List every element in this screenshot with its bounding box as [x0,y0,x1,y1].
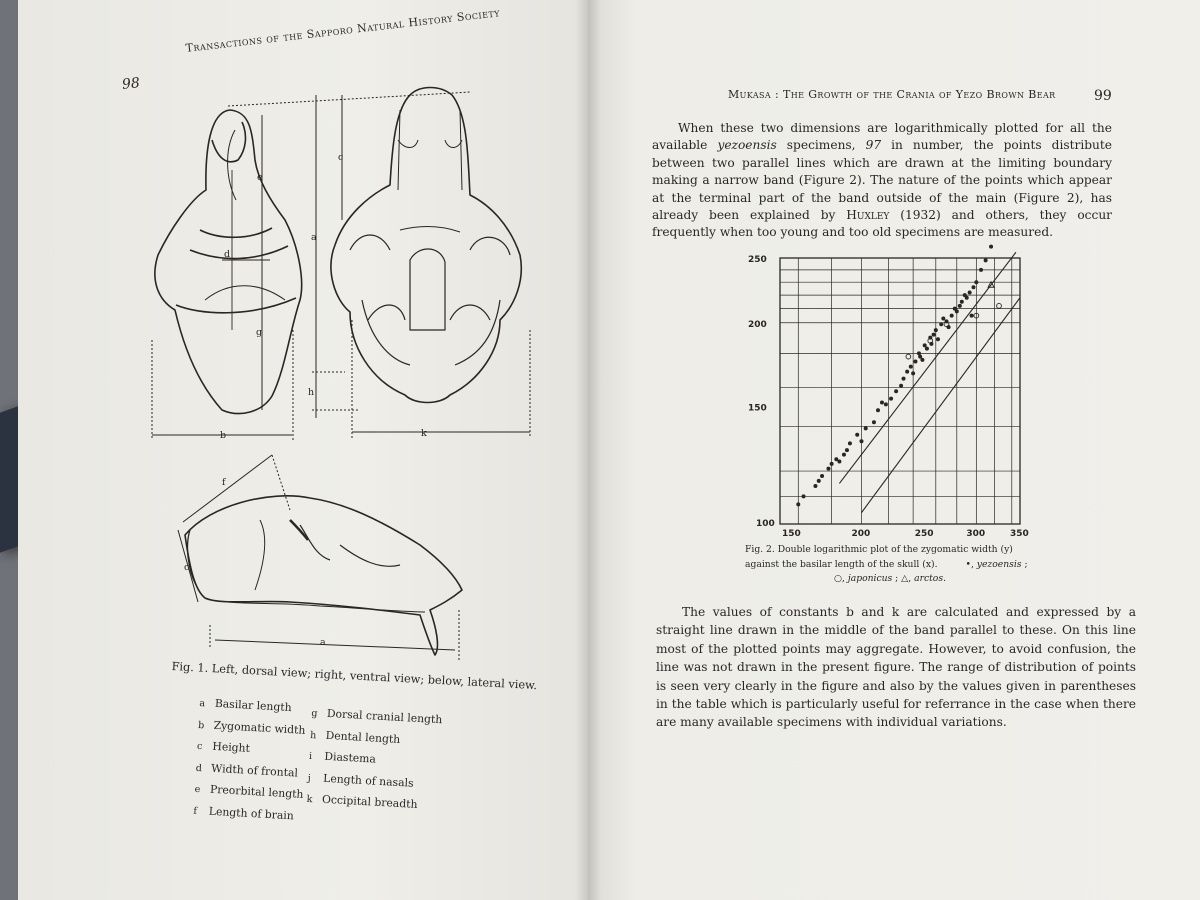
yezoensis-point [899,384,903,388]
dim-letter-k: k [421,428,427,439]
chart-points [796,245,1001,507]
legend-item: i Diastema [308,749,377,766]
yezoensis-point [984,258,988,262]
yezoensis-point [820,474,824,478]
yezoensis-point [932,333,936,337]
legend-item: k Occipital breadth [306,792,418,812]
yezoensis-point [796,502,800,506]
paragraph-2: The values of constants b and k are calculated and expressed by a straight line drawn in the middle of the band parallel to these. On this line most of the plotted points may aggregate. However, to avoid confusion, the line was not drawn in the present figure. The range of distribution of points is seen very clearly in the figure and also by the values given in parentheses in the table which is particularly useful for referrance in the case when there are many available specimens with individual variations. [656,605,1136,730]
yezoensis-point [936,337,940,341]
yezoensis-point [971,285,975,289]
legend-item: f Length of brain [193,804,295,822]
x-tick-label: 300 [966,529,986,539]
yezoensis-point [905,370,909,374]
yezoensis-point [974,280,978,284]
yezoensis-point [889,397,893,401]
yezoensis-point [918,355,922,359]
x-tick-label: 150 [782,529,801,539]
yezoensis-point [960,300,964,304]
running-head-left: Transactions of the Sapporo Natural History Society [185,6,501,55]
x-tick-label: 250 [914,529,934,539]
legend-item: j Length of nasals [307,771,414,790]
japonicus-point [906,354,911,359]
yezoensis-point [830,462,834,466]
yezoensis-point [970,314,974,318]
dim-letter-h: c [338,152,344,163]
y-tick-label: 250 [748,255,767,265]
yezoensis-point [880,400,884,404]
dim-letter-e: e [257,172,263,183]
yezoensis-point [950,314,954,318]
yezoensis-point [909,365,913,369]
yezoensis-point [911,371,915,375]
chart-bounding-lines [839,252,1020,512]
running-head-right: Mukasa : The Growth of the Crania of Yezo Brown Bear [728,88,1056,101]
yezoensis-point [876,408,880,412]
legend-item: g Dorsal cranial length [311,706,443,727]
dim-letter-c2: c [184,562,190,573]
dim-letter-c: h [308,387,315,398]
yezoensis-point [920,358,924,362]
yezoensis-point [941,316,945,320]
yezoensis-point [955,309,959,313]
yezoensis-point [848,441,852,445]
y-tick-label: 150 [748,403,767,414]
y-tick-label: 200 [748,319,767,330]
yezoensis-point [864,426,868,430]
yezoensis-point [813,484,817,488]
page-number-right: 99 [1094,88,1112,104]
legend-item: h Dental length [309,728,401,746]
figure1-caption: Fig. 1. Left, dorsal view; right, ventral view; below, lateral view. [171,660,538,693]
legend-item: e Preorbital length [194,782,304,801]
legend-item: b Zygomatic width [197,718,306,737]
yezoensis-point [968,290,972,294]
x-tick-label: 350 [1010,529,1029,539]
yezoensis-point [855,433,859,437]
yezoensis-point [989,245,993,249]
yezoensis-point [884,402,888,406]
dim-letter-f: f [222,477,226,488]
x-tick-label: 200 [851,529,871,539]
y-tick-label-corner: 100 [756,519,775,529]
yezoensis-point [939,322,943,326]
legend-item: a Basilar length [199,696,292,715]
yezoensis-point [979,268,983,272]
legend-item: d Width of frontal [195,761,299,780]
page-number-left: 98 [121,75,141,93]
dim-letter-a: a [311,232,317,243]
dim-letter-g: g [256,327,263,338]
yezoensis-point [842,453,846,457]
legend-item: c Height [196,739,251,755]
yezoensis-point [902,377,906,381]
dim-letter-d: d [224,249,231,260]
yezoensis-point [965,296,969,300]
paragraph-1: When these two dimensions are logarithmically plotted for all the available yezoensis specimens, 97 in number, the points distribute between two parallel lines which are drawn at the limiting boundary making a narrow band (Figure 2). The nature of the points which appear at the terminal part of the band outside of the main (Figure 2), has already been explained by Huxley (1932) and others, they occur frequently when too young and too old specimens are measured. [652,121,1112,240]
japonicus-point [997,303,1002,308]
dim-letter-a2: a [320,637,326,648]
yezoensis-point [925,347,929,351]
yezoensis-point [958,304,962,308]
yezoensis-point [913,360,917,364]
yezoensis-point [826,467,830,471]
yezoensis-point [894,389,898,393]
yezoensis-point [817,479,821,483]
dim-letter-b: b [220,430,227,441]
yezoensis-point [837,460,841,464]
yezoensis-point [934,328,938,332]
yezoensis-point [859,439,863,443]
yezoensis-point [872,420,876,424]
figure2-caption: Fig. 2. Double logarithmic plot of the zygomatic width (y) against the basilar length of the skull (x). •, yezoensis ; ○, japonicus ; △, arctos. [745,544,1028,584]
yezoensis-point [845,448,849,452]
yezoensis-point [802,494,806,498]
